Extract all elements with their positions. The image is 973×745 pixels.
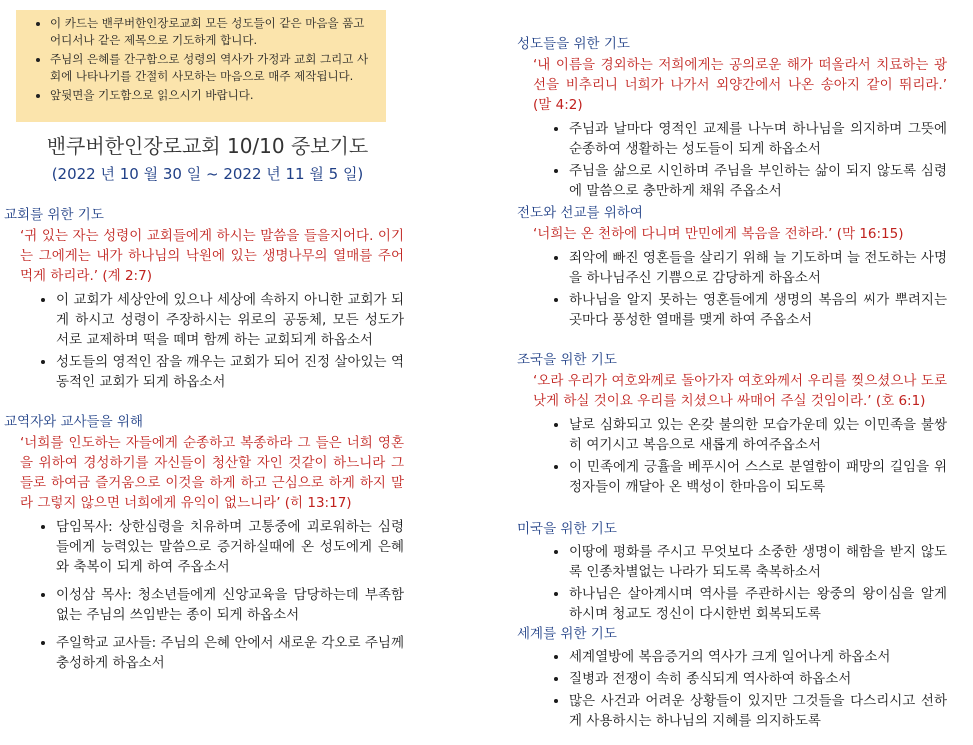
section-mission xyxy=(517,204,947,330)
prayer-list xyxy=(517,248,947,330)
prayer-item: • 많은 사건과 어려운 상황들이 있지만 그것들을 다스리시고 선하게 사용하시는 하나님의 지혜를 의지하도록 xyxy=(569,691,947,731)
notice-list xyxy=(28,15,378,104)
scripture-verse: ‘너희를 인도하는 자들에게 순종하고 복종하라 그 들은 너희 영혼을 위하여 경성하기를 자신들이 청산할 자인 것같이 하느니라 그들로 하여금 즐거움으로 이것을 하게 하고 근심으로 하게 하지 말라 그렇지 않으면 너희에게 유익이 없느니라’ (히 13:17) xyxy=(20,435,404,511)
prayer-list xyxy=(517,415,947,497)
prayer-item: • 이성삼 목사: 청소년들에게 신앙교육을 담당하는데 부족함없는 주님의 쓰임받는 종이 되게 하옵소서 xyxy=(56,585,404,625)
section-ministers xyxy=(4,413,404,673)
prayer-item: • 죄악에 빠진 영혼들을 살리기 위해 늘 기도하며 늘 전도하는 사명을 하나님주신 기쁨으로 감당하게 하옵소서 xyxy=(569,248,947,288)
section-heading: 성도들을 위한 기도 xyxy=(517,36,630,52)
prayer-item: • 날로 심화되고 있는 온갖 불의한 모습가운데 있는 이민족을 불쌍히 여기시고 복음으로 새롭게 하여주옵소서 xyxy=(569,415,947,455)
section-heading: 전도와 선교를 위하여 xyxy=(517,205,643,221)
section-heading: 조국을 위한 기도 xyxy=(517,352,617,368)
section-world xyxy=(517,625,947,731)
prayer-item: • 이땅에 평화를 주시고 무엇보다 소중한 생명이 해함을 받지 않도록 인종차별없는 나라가 되도록 축복하소서 xyxy=(569,542,947,582)
notice-item: • 이 카드는 밴쿠버한인장로교회 모든 성도들이 같은 마음을 품고 어디서나 같은 제목으로 기도하게 합니다. xyxy=(50,15,378,49)
prayer-list xyxy=(517,647,947,731)
notice-item: • 주님의 은혜를 간구함으로 성령의 역사가 가정과 교회 그리고 사회에 나타나기를 간절히 사모하는 마음으로 매주 제작됩니다. xyxy=(50,51,378,85)
prayer-item: • 이 민족에게 긍휼을 베푸시어 스스로 분열함이 패망의 길임을 위정자들이 깨달아 온 백성이 한마음이 되도록 xyxy=(569,457,947,497)
prayer-list xyxy=(4,290,404,392)
section-homeland xyxy=(517,351,947,497)
prayer-item: • 하나님은 살아계시며 역사를 주관하시는 왕중의 왕이심을 알게 하시며 청교도 정신이 다시한번 회복되도록 xyxy=(569,584,947,624)
notice-item: • 앞뒷면을 기도함으로 읽으시기 바랍니다. xyxy=(50,87,378,104)
section-church xyxy=(4,206,404,392)
scripture-verse: ‘너희는 온 천하에 다니며 만민에게 복음을 전하라.’ (막 16:15) xyxy=(533,226,904,242)
prayer-list xyxy=(4,517,404,673)
section-heading: 미국을 위한 기도 xyxy=(517,521,617,537)
section-heading: 세계를 위한 기도 xyxy=(517,626,617,642)
scripture-verse: ‘오라 우리가 여호와께로 돌아가자 여호와께서 우리를 찢으셨으나 도로 낫게 하실 것이요 우리를 치셨으나 싸매어 주실 것임이라.’ (호 6:1) xyxy=(533,373,947,409)
prayer-list xyxy=(517,542,947,624)
prayer-item: • 주일학교 교사들: 주님의 은혜 안에서 새로운 각오로 주님께 충성하게 하옵소서 xyxy=(56,633,404,673)
prayer-item: • 세계열방에 복음증거의 역사가 크게 일어나게 하옵소서 xyxy=(569,647,947,667)
section-saints xyxy=(517,35,947,201)
section-america xyxy=(517,520,947,624)
date-range: (2022 년 10 월 30 일 ~ 2022 년 11 월 5 일) xyxy=(51,165,364,183)
notice-box xyxy=(16,10,386,122)
page-title: 밴쿠버한인장로교회 10/10 중보기도 xyxy=(46,134,369,158)
scripture-verse: ‘귀 있는 자는 성령이 교회들에게 하시는 말씀을 들을지어다. 이기는 그에게는 내가 하나님의 낙원에 있는 생명나무의 열매를 주어 먹게 하리라.’ (계 2:7) xyxy=(20,228,404,284)
section-heading: 교역자와 교사들을 위해 xyxy=(4,414,143,430)
prayer-item: • 주님과 날마다 영적인 교제를 나누며 하나님을 의지하며 그뜻에 순종하여 생활하는 성도들이 되게 하옵소서 xyxy=(569,119,947,159)
prayer-item: • 담임목사: 상한심령을 치유하며 고통중에 괴로워하는 심령들에게 능력있는 말씀으로 증거하실때에 온 성도에게 은혜와 축복이 되게 하여 주옵소서 xyxy=(56,517,404,577)
prayer-item: • 성도들의 영적인 잠을 깨우는 교회가 되어 진정 살아있는 역동적인 교회가 되게 하옵소서 xyxy=(56,352,404,392)
prayer-item: • 주님을 삶으로 시인하며 주님을 부인하는 삶이 되지 않도록 심령에 말씀으로 충만하게 채워 주옵소서 xyxy=(569,161,947,201)
prayer-list xyxy=(517,119,947,201)
prayer-item: • 하나님을 알지 못하는 영혼들에게 생명의 복음의 씨가 뿌려지는 곳마다 풍성한 열매를 맺게 하여 주옵소서 xyxy=(569,290,947,330)
prayer-item: • 이 교회가 세상안에 있으나 세상에 속하지 아니한 교회가 되게 하시고 성령이 주장하시는 위로의 공동체, 모든 성도가 서로 교제하며 떡을 떼며 함께 하는 교회되게 하옵소서 xyxy=(56,290,404,350)
prayer-item: • 질병과 전쟁이 속히 종식되게 역사하여 하옵소서 xyxy=(569,669,947,689)
scripture-verse: ‘내 이름을 경외하는 저희에게는 공의로운 해가 떠올라서 치료하는 광선을 비추리니 너희가 나가서 외양간에서 나온 송아지 같이 뛰리라.’ (말 4:2) xyxy=(533,57,947,113)
section-heading: 교회를 위한 기도 xyxy=(4,207,104,223)
